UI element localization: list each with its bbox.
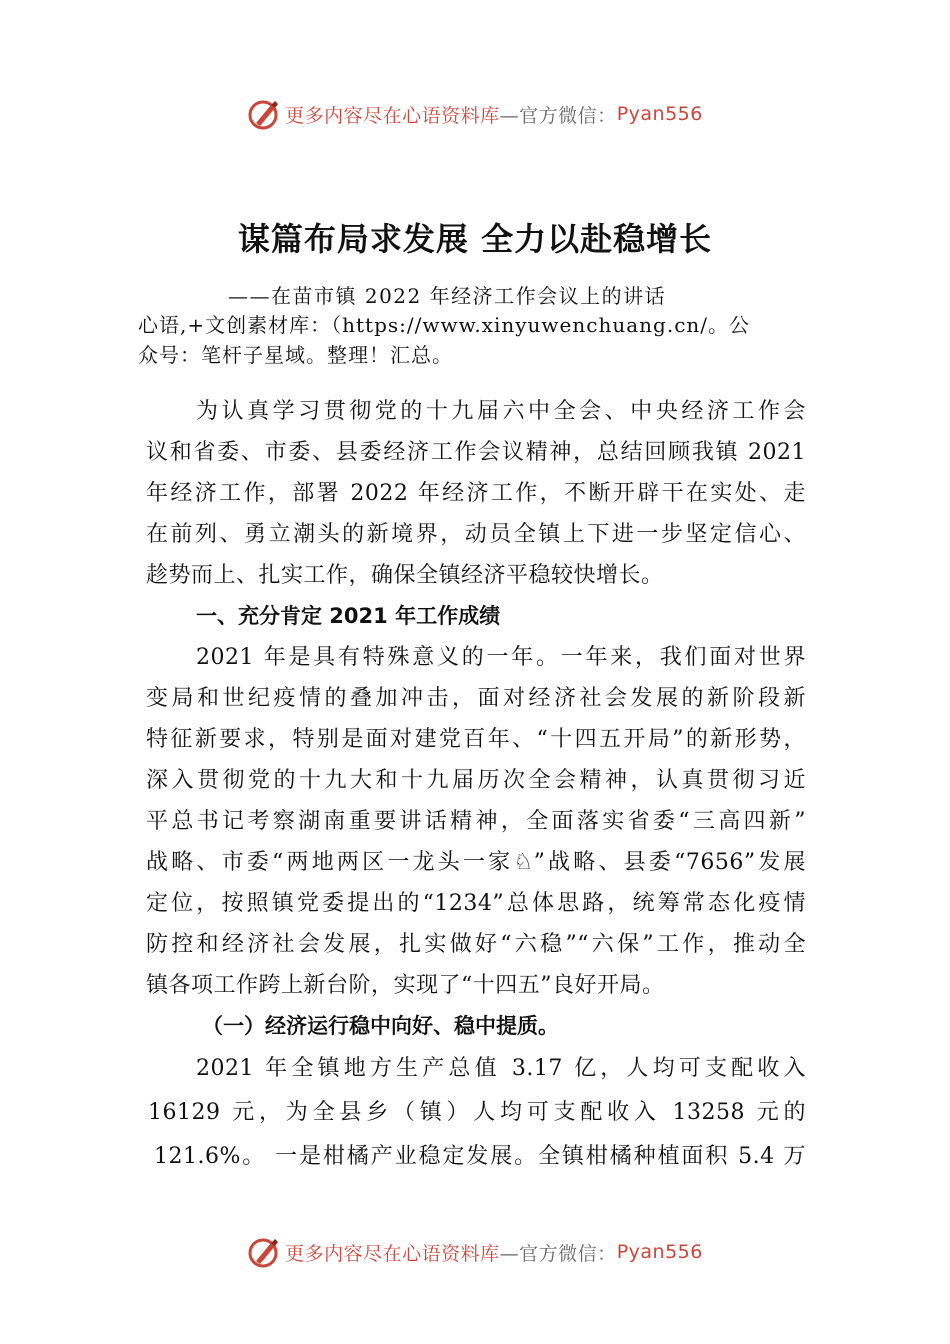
header-banner [0, 94, 950, 134]
paragraph-line: 议和省委、市委、县委经济工作会议精神，总结回顾我镇 2021 [146, 440, 806, 465]
paragraph-line: 定位，按照镇党委提出的“1234”总体思路，统筹常态化疫情 [146, 891, 806, 916]
banner-dash-text: —官方微信： [499, 1242, 617, 1265]
document-subtitle: ——在苗市镇 2022 年经济工作会议上的讲话 [228, 284, 667, 308]
document-body [146, 391, 806, 1179]
paragraph-line: 16129 元，为全县乡（镇）人均可支配收入 13258 元的 [148, 1100, 806, 1125]
paragraph-line: 特征新要求，特别是面对建党百年、“十四五开局”的新形势， [146, 727, 806, 752]
pen-logo-icon [247, 1235, 281, 1269]
paragraph-line: 趁势而上、扎实工作，确保全镇经济平稳较快增长。 [146, 563, 664, 588]
paragraph-line: 变局和世纪疫情的叠加冲击，面对经济社会发展的新阶段新 [146, 686, 806, 711]
paragraph-line: 2021 年是具有特殊意义的一年。一年来，我们面对世界 [196, 645, 806, 670]
banner-main-text: 更多内容尽在心语资料库 [285, 1242, 500, 1265]
paragraph-line: 121.6%。 一是柑橘产业稳定发展。全镇柑橘种植面积 5.4 万 [154, 1144, 806, 1169]
banner-dash-text: —官方微信： [499, 104, 617, 127]
banner-main-text: 更多内容尽在心语资料库 [285, 104, 500, 127]
footer-banner [0, 1232, 950, 1272]
paragraph-line: 在前列、勇立潮头的新境界，动员全镇上下进一步坚定信心、 [146, 522, 806, 547]
paragraph-line: 防控和经济社会发展，扎实做好“六稳”“六保”工作，推动全 [146, 932, 806, 957]
paragraph-line: 战略、市委“两地两区一龙头一家♘”战略、县委“7656”发展 [146, 850, 806, 875]
section-heading: 一、充分肯定 2021 年工作成绩 [196, 604, 501, 628]
document-title: 谋篇布局求发展 全力以赴稳增长 [237, 220, 713, 258]
subsection-heading: （一）经济运行稳中向好、稳中提质。 [202, 1014, 559, 1038]
paragraph-line: 平总书记考察湖南重要讲话精神，全面落实省委“三高四新” [146, 809, 806, 834]
paragraph-line: 深入贯彻党的十九大和十九届历次全会精神，认真贯彻习近 [146, 768, 806, 793]
banner-wechat-id: Pyan556 [616, 103, 703, 125]
source-line: 心语,+文创素材库：（https://www.xinyuwenchuang.cn/。公 [138, 313, 751, 337]
source-line: 众号：笔杆子星域。整理！汇总。 [138, 343, 453, 367]
pen-logo-icon [247, 97, 281, 131]
paragraph-line: 2021 年全镇地方生产总值 3.17 亿，人均可支配收入 [196, 1056, 806, 1081]
banner-wechat-id: Pyan556 [616, 1241, 703, 1263]
paragraph-line: 镇各项工作跨上新台阶，实现了“十四五”良好开局。 [146, 973, 665, 998]
paragraph-line: 年经济工作，部署 2022 年经济工作，不断开辟干在实处、走 [146, 481, 806, 506]
paragraph-line: 为认真学习贯彻党的十九届六中全会、中央经济工作会 [196, 399, 806, 424]
source-note [138, 310, 828, 370]
